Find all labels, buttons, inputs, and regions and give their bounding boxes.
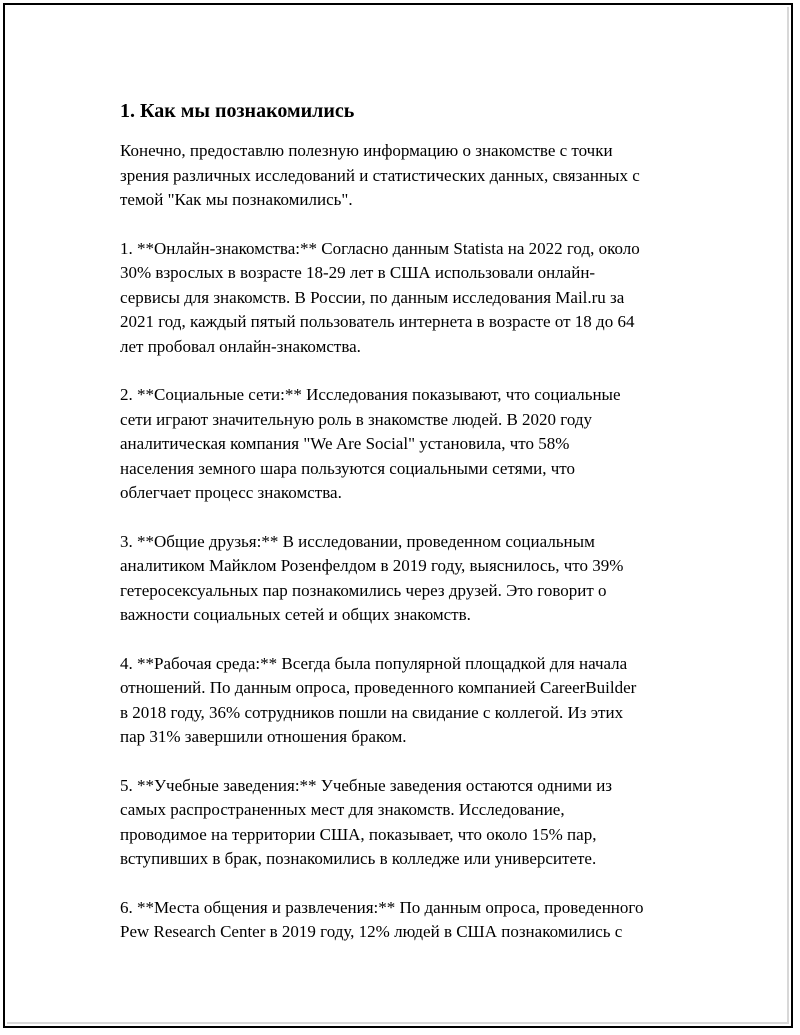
text-line: аналитическая компания "We Are Social" установила, что 58% xyxy=(120,434,570,453)
mutual-friends-paragraph xyxy=(120,530,710,628)
education-paragraph xyxy=(120,774,710,872)
text-line: 30% взрослых в возрасте 18-29 лет в США использовали онлайн- xyxy=(120,263,596,282)
text-line: Конечно, предоставлю полезную информацию о знакомстве с точки xyxy=(120,141,613,160)
text-line: темой "Как мы познакомились". xyxy=(120,190,353,209)
text-line: сервисы для знакомств. В России, по данным исследования Mail.ru за xyxy=(120,287,625,307)
text-line: важности социальных сетей и общих знакомств. xyxy=(120,605,471,624)
text-line: 1. **Онлайн-знакомства:** Согласно данным Statista на 2022 год, около xyxy=(120,238,640,258)
online-dating-paragraph xyxy=(120,237,710,360)
leisure-places-paragraph xyxy=(120,896,710,945)
text-line: 5. **Учебные заведения:** Учебные заведения остаются одними из xyxy=(120,775,613,795)
text-line: 4. **Рабочая среда:** Всегда была популярной площадкой для начала xyxy=(120,653,628,673)
intro-paragraph xyxy=(120,139,710,213)
text-line: 6. **Места общения и развлечения:** По данным опроса, проведенного xyxy=(120,897,644,917)
document-content xyxy=(120,97,710,969)
text-line: зрения различных исследований и статистических данных, связанных с xyxy=(120,165,640,185)
text-line: вступивших в брак, познакомились в колледже или университете. xyxy=(120,849,597,868)
social-networks-paragraph xyxy=(120,383,710,506)
document-page xyxy=(3,3,793,1028)
text-line: проводимое на территории США, показывает, что около 15% пар, xyxy=(120,824,597,844)
text-line: лет пробовал онлайн-знакомства. xyxy=(120,336,361,356)
text-line: отношений. По данным опроса, проведенного компанией CareerBuilder xyxy=(120,678,637,697)
text-line: 2021 год, каждый пятый пользователь интернета в возрасте от 18 до 64 xyxy=(120,312,635,331)
text-line: самых распространенных мест для знакомств. Исследование, xyxy=(120,800,565,819)
text-line: 2. **Социальные сети:** Исследования показывают, что социальные xyxy=(120,385,621,404)
text-line: пар 31% завершили отношения браком. xyxy=(120,727,407,746)
text-line: 3. **Общие друзья:** В исследовании, проведенном социальным xyxy=(120,531,595,551)
text-line: гетеросексуальных пар познакомились через друзей. Это говорит о xyxy=(120,580,607,600)
text-line: населения земного шара пользуются социальными сетями, что xyxy=(120,458,576,478)
text-line: сети играют значительную роль в знакомстве людей. В 2020 году xyxy=(120,409,593,429)
text-line: Pew Research Center в 2019 году, 12% людей в США познакомились с xyxy=(120,922,623,941)
text-line: облегчает процесс знакомства. xyxy=(120,483,342,502)
workplace-paragraph xyxy=(120,652,710,750)
text-line: в 2018 году, 36% сотрудников пошли на свидание с коллегой. Из этих xyxy=(120,702,624,722)
text-line: аналитиком Майклом Розенфелдом в 2019 году, выяснилось, что 39% xyxy=(120,556,624,575)
section-heading: 1. Как мы познакомились xyxy=(120,100,355,122)
